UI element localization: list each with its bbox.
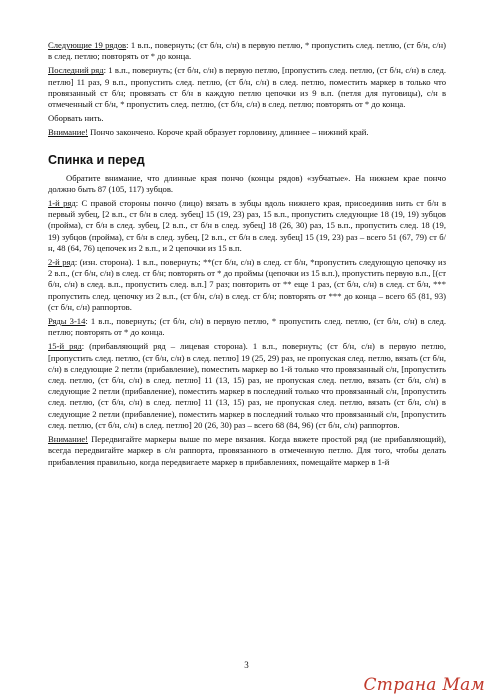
site-watermark: Страна Мам xyxy=(363,675,485,695)
paragraph-intro: Обратите внимание, что длинные края пончо (концы рядов) «зубчатые». На нижнем крае пончо должно быть 87 (105, 117) зубцов. xyxy=(48,172,446,194)
label-row-15: 15-й ряд xyxy=(48,341,82,352)
page-number: 3 xyxy=(244,660,249,670)
text-last-row: : 1 в.п., повернуть; (ст б/н, с/н) в первую петлю, [пропустить след. петлю, (ст б/н, с/н) в след. петлю] 11 раз, 9 в.п., пропустить след. петлю, (ст б/н, с/н) в след. петлю, поместить маркер в только что провязанный ст б/н; провязать ст б/н в каждую петлю цепочки из 9 в.п. (петля для пуговицы), с/н в отмеченный ст б/н, * пропустить след. петлю, (ст б/н, с/н) в след. петлю; повторять от * до конца. xyxy=(48,65,446,110)
text-attention-1: Пончо закончено. Короче край образует горловину, длиннее – нижний край. xyxy=(88,127,369,138)
label-next-rows: Следующие 19 рядов xyxy=(48,40,127,50)
paragraph-rows-3-14 xyxy=(48,316,446,338)
paragraph-row-1 xyxy=(48,198,446,254)
label-attention-2: Внимание! xyxy=(48,434,88,445)
text-rows-3-14: : 1 в.п., повернуть; (ст б/н, с/н) в первую петлю, * пропустить след. петлю, (ст б/н, с/н) в след. петлю; повторять от * до конца. xyxy=(48,316,446,338)
label-row-2: 2-й ряд xyxy=(48,257,75,268)
document-page xyxy=(48,40,446,471)
paragraph-attention-1 xyxy=(48,127,446,138)
paragraph-row-15 xyxy=(48,341,446,431)
paragraph-next-rows xyxy=(48,40,446,62)
text-attention-2: Передвигайте маркеры выше по мере вязания. Когда вяжете простой ряд (не прибавляющий), всегда передвигайте маркер в с/н раппорта, провязанного в отмеченную петлю. Для того, чтобы делать прибавления правильно, когда передвигаете маркер в прибавлениях, помещайте маркер в 1-й xyxy=(48,434,446,467)
text-row-1: : С правой стороны пончо (лицо) вязать в зубцы вдоль нижнего края, присоединив нить ст б/н в первый зубец, [2 в.п., ст б/н в след. зубец] 15 (19, 23) раз, 15 в.п., пропустить следующие 18 (19, 19) зубцов (пройма), ст б/н в след. зубец, [2 в.п., ст б/н в след. зубец] 18 (26, 30) раз, 15 в.п., пропустить след. 18 (19, 19) зубцов (пройма), ст б/н в след. зубец, [2 в.п., ст б/н в след. зубец] 15 (19, 23) раз – всего 51 (67, 79) ст б/н, 48 (64, 76) цепочек из 2 в.п., и 2 цепочки из 15 в.п. xyxy=(48,198,446,253)
label-rows-3-14: Ряды 3-14 xyxy=(48,316,86,327)
paragraph-row-2 xyxy=(48,257,446,313)
text-row-15: : (прибавляющий ряд – лицевая сторона). 1 в.п., повернуть; (ст б/н, с/н) в первую петлю, [пропустить след. петлю, (ст б/н, с/н) в след. петлю] 19 (25, 29) раз, не пропуская след. петлю, вязать (ст б/н, с/н) в следующие 2 петли (прибавление), поместить маркер во 1-й только что провязанный с/н, [пропустить след. петлю, (ст б/н, с/н) в след. петлю] 11 (13, 15) раз, не пропуская след. петлю, вязать (ст б/н, с/н) в следующие 2 петли (прибавление), поместить маркер в последний только что провязанный с/н, [пропустить след. петлю, (ст б/н, с/н) в след. петлю] 11 (13, 15) раз, не пропуская след. петлю, вязать (ст б/н, с/н) в следующие 2 петли (прибавление), поместить маркер в последний только что провязанный с/н, [пропустить след. петлю, (ст б/н, с/н) в след. петлю] 20 (26, 30) раз – всего 68 (84, 96) (ст б/н, с/н) раппортов. xyxy=(48,341,447,430)
label-last-row: Последний ряд xyxy=(48,65,104,76)
label-attention-1: Внимание! xyxy=(48,127,88,138)
paragraph-cut-yarn: Оборвать нить. xyxy=(48,113,104,124)
label-row-1: 1-й ряд xyxy=(48,198,76,209)
text-next-rows: : 1 в.п., повернуть; (ст б/н, с/н) в первую петлю, * пропустить след. петлю, (ст б/н, с/н) в след. петлю; повторять от * до конца. xyxy=(48,40,446,62)
paragraph-last-row xyxy=(48,65,446,110)
paragraph-attention-2 xyxy=(48,434,446,468)
text-row-2: : (изн. сторона). 1 в.п., повернуть; **(ст б/н, с/н) в след. ст б/н, *пропустить следующую цепочку из 2 в.п., (ст б/н, с/н) в след. ст б/н; повторять от * до проймы (цепочки из 15 в.п.), пропустить первую в.п., [(ст б/н, с/н) в след. в.п., пропустить след. в.п.] 7 раз; повторить от ** еще 1 раз, (ст б/н, с/н) в след. ст б/н, *** пропустить след. цепочку из 2 в.п., (ст б/н, с/н) в след. ст б/н; повторять от *** до конца – всего 65 (81, 93) (ст б/н, с/н) раппортов. xyxy=(48,257,446,312)
section-heading: Спинка и перед xyxy=(48,152,145,167)
